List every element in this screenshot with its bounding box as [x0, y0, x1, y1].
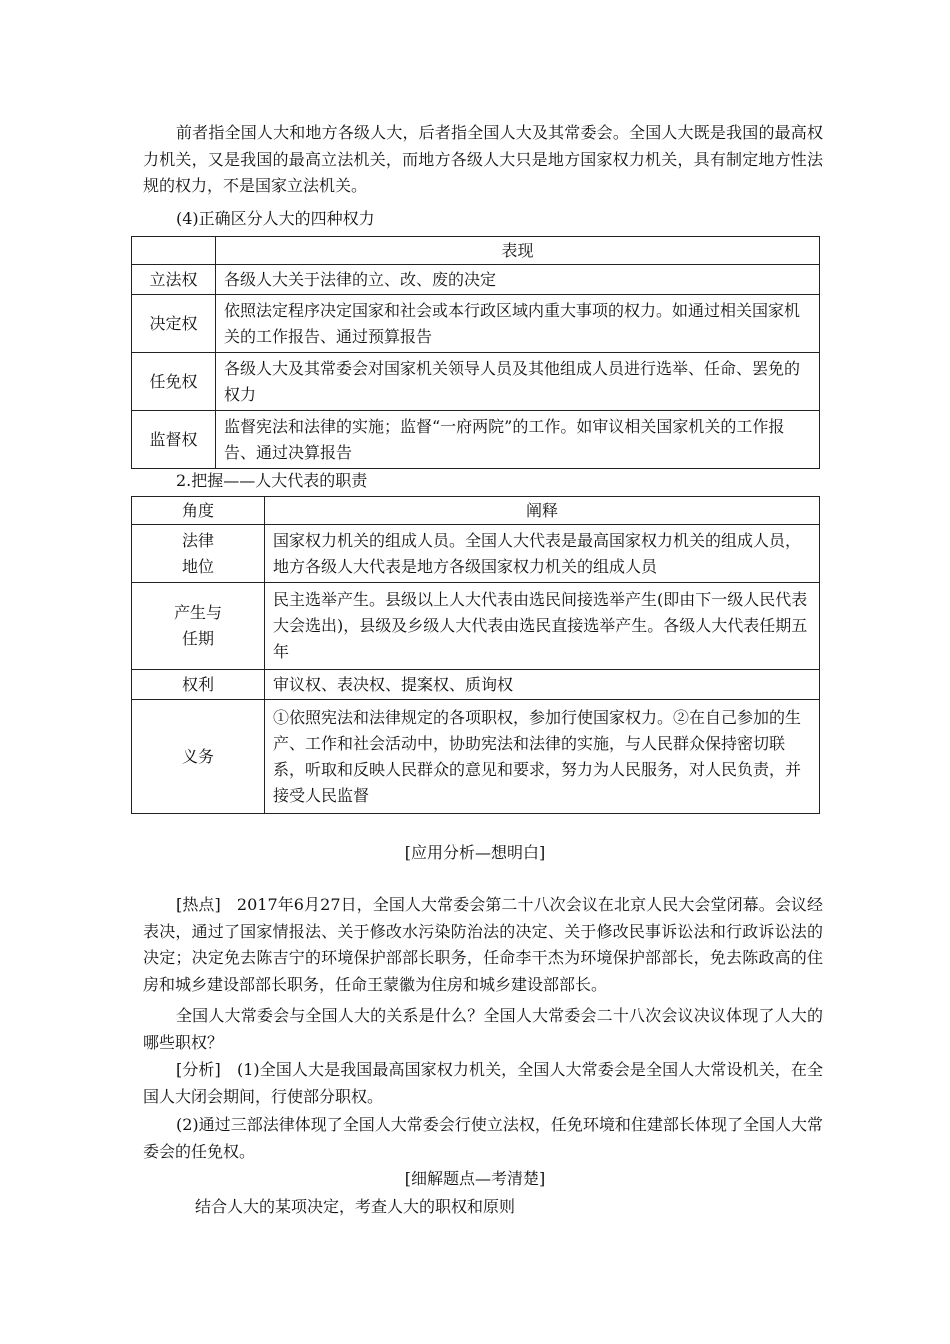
aspect-name: 产生与 任期 [132, 583, 265, 670]
intro-paragraph: 前者指全国人大和地方各级人大，后者指全国人大及其常委会。全国人大既是我国的最高权力机关，又是我国的最高立法机关，而地方各级人大只是地方国家权力机关，具有制定地方性法规的权力，不是国家立法机关。 [143, 123, 823, 195]
header-cell-explanation: 阐释 [265, 497, 820, 525]
power-desc: 各级人大关于法律的立、改、废的决定 [216, 265, 820, 295]
header-cell-empty [132, 237, 216, 265]
application-title: [应用分析—想明白] [404, 843, 546, 862]
power-desc: 监督宪法和法律的实施；监督“一府两院”的工作。如审议相关国家机关的工作报告、通过决算报告 [216, 411, 820, 469]
hotspot-paragraph: [热点] 2017年6月27日，全国人大常委会第二十八次会议在北京人民大会堂闭幕。会议经表决，通过了国家情报法、关于修改水污染防治法的决定、关于修改民事诉讼法和行政诉讼法的决定；决定免去陈吉宁的环境保护部部长职务，任命李干杰为环境保护部部长，免去陈政高的住房和城乡建设部部长职务，任命王蒙徽为住房和城乡建设部部长。 [143, 895, 823, 994]
analysis-paragraph-1: [分析] (1)全国人大是我国最高国家权力机关，全国人大常委会是全国人大常设机关，在全国人大闭会期间，行使部分职权。 [143, 1060, 823, 1106]
table-row [132, 353, 820, 411]
power-name: 立法权 [132, 265, 216, 295]
header-cell-manifestation: 表现 [216, 237, 820, 265]
table-row [132, 265, 820, 295]
analysis-paragraph-2: (2)通过三部法律体现了全国人大常委会行使立法权，任免环境和住建部长体现了全国人大常委会的任免权。 [143, 1115, 823, 1161]
powers-subheading: (4)正确区分人大的四种权力 [176, 209, 375, 228]
powers-table [131, 236, 820, 469]
detail-title: [细解题点—考清楚] [404, 1169, 546, 1188]
power-name: 任免权 [132, 353, 216, 411]
section2-heading: 2.把握——人大代表的职责 [176, 471, 368, 490]
aspect-desc: 国家权力机关的组成人员。全国人大代表是最高国家权力机关的组成人员，地方各级人大代表是地方各级国家权力机关的组成人员 [265, 525, 820, 583]
table-row [132, 295, 820, 353]
aspect-name: 权利 [132, 670, 265, 700]
aspect-desc: 民主选举产生。县级以上人大代表由选民间接选举产生(即由下一级人民代表大会选出)，县级及乡级人大代表由选民直接选举产生。各级人大代表任期五年 [265, 583, 820, 670]
power-desc: 依照法定程序决定国家和社会或本行政区域内重大事项的权力。如通过相关国家机关的工作报告、通过预算报告 [216, 295, 820, 353]
power-desc: 各级人大及其常委会对国家机关领导人员及其他组成人员进行选举、任命、罢免的权力 [216, 353, 820, 411]
aspect-name: 法律 地位 [132, 525, 265, 583]
table-row [132, 583, 820, 670]
question-paragraph: 全国人大常委会与全国人大的关系是什么？全国人大常委会二十八次会议决议体现了人大的哪些职权？ [143, 1006, 823, 1052]
table-row [132, 525, 820, 583]
aspect-desc: 审议权、表决权、提案权、质询权 [265, 670, 820, 700]
header-cell-angle: 角度 [132, 497, 265, 525]
aspect-desc: ①依照宪法和法律规定的各项职权，参加行使国家权力。②在自己参加的生产、工作和社会活动中，协助宪法和法律的实施，与人民群众保持密切联系，听取和反映人民群众的意见和要求，努力为人民服务，对人民负责，并接受人民监督 [265, 700, 820, 814]
table-header-row [132, 497, 820, 525]
aspect-name: 义务 [132, 700, 265, 814]
power-name: 监督权 [132, 411, 216, 469]
table-row [132, 670, 820, 700]
power-name: 决定权 [132, 295, 216, 353]
deputy-table [131, 496, 820, 814]
table-header-row [132, 237, 820, 265]
table-row [132, 700, 820, 814]
detail-text: 结合人大的某项决定，考查人大的职权和原则 [195, 1197, 516, 1216]
table-row [132, 411, 820, 469]
